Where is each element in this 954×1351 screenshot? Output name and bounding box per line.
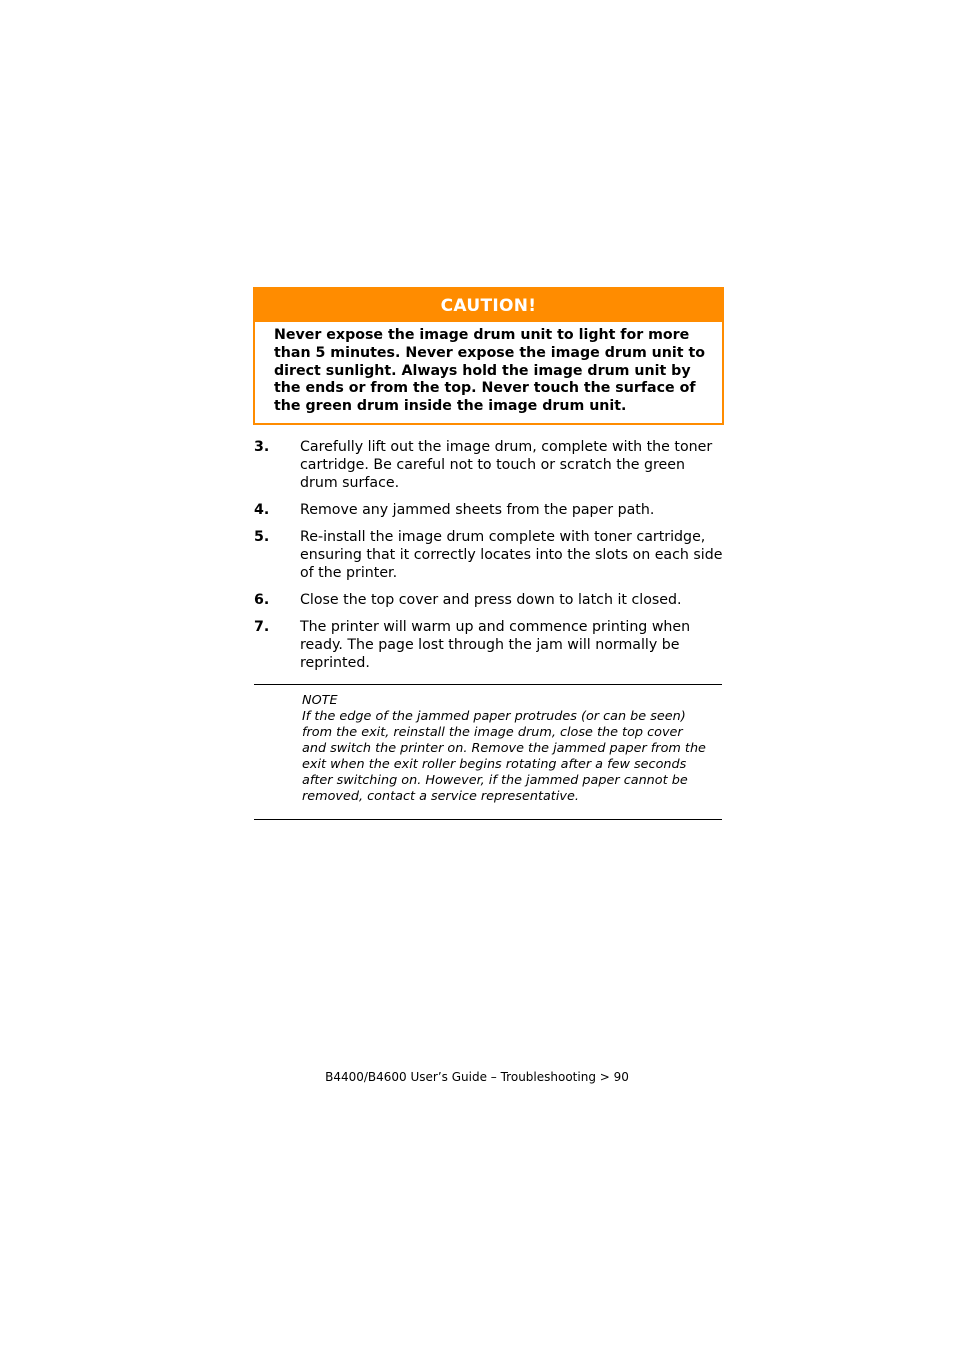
step-number: 5. [254,529,270,545]
step-number: 4. [254,502,270,518]
step-3 [254,438,724,492]
caution-title: CAUTION! [255,289,722,322]
step-number: 6. [254,592,270,608]
note-text: If the edge of the jammed paper protrudes (or can be seen) from the exit, reinstall the image drum, close the top cover and switch the printer on. Remove the jammed paper from the exit when the exit roller begins rotating after a few seconds after switching on. However, if the jammed paper cannot be removed, contact a service representative. [302,709,706,804]
step-6 [254,591,724,609]
note-title: NOTE [302,693,338,708]
step-text: Re-install the image drum complete with toner cartridge, ensuring that it correctly locates into the slots on each side of the printer. [300,529,723,581]
page-footer: B4400/B4600 User’s Guide – Troubleshooting > 90 [325,1070,629,1084]
step-text: Remove any jammed sheets from the paper path. [300,502,655,518]
step-text: Close the top cover and press down to latch it closed. [300,592,682,608]
step-7 [254,618,724,672]
note-top-divider [254,684,722,685]
caution-text: Never expose the image drum unit to light for more than 5 minutes. Never expose the image drum unit to direct sunlight. Always hold the image drum unit by the ends or from the top. Never touch the surface of the green drum inside the image drum unit. [274,327,705,415]
instruction-steps [254,438,724,681]
step-number: 7. [254,619,270,635]
step-4 [254,501,724,519]
note-block [302,693,707,805]
step-text: Carefully lift out the image drum, complete with the toner cartridge. Be careful not to touch or scratch the green drum surface. [300,439,713,491]
note-bottom-divider [254,819,722,820]
step-number: 3. [254,439,270,455]
caution-box [253,287,724,425]
step-5 [254,528,724,582]
step-text: The printer will warm up and commence printing when ready. The page lost through the jam will normally be reprinted. [300,619,691,671]
